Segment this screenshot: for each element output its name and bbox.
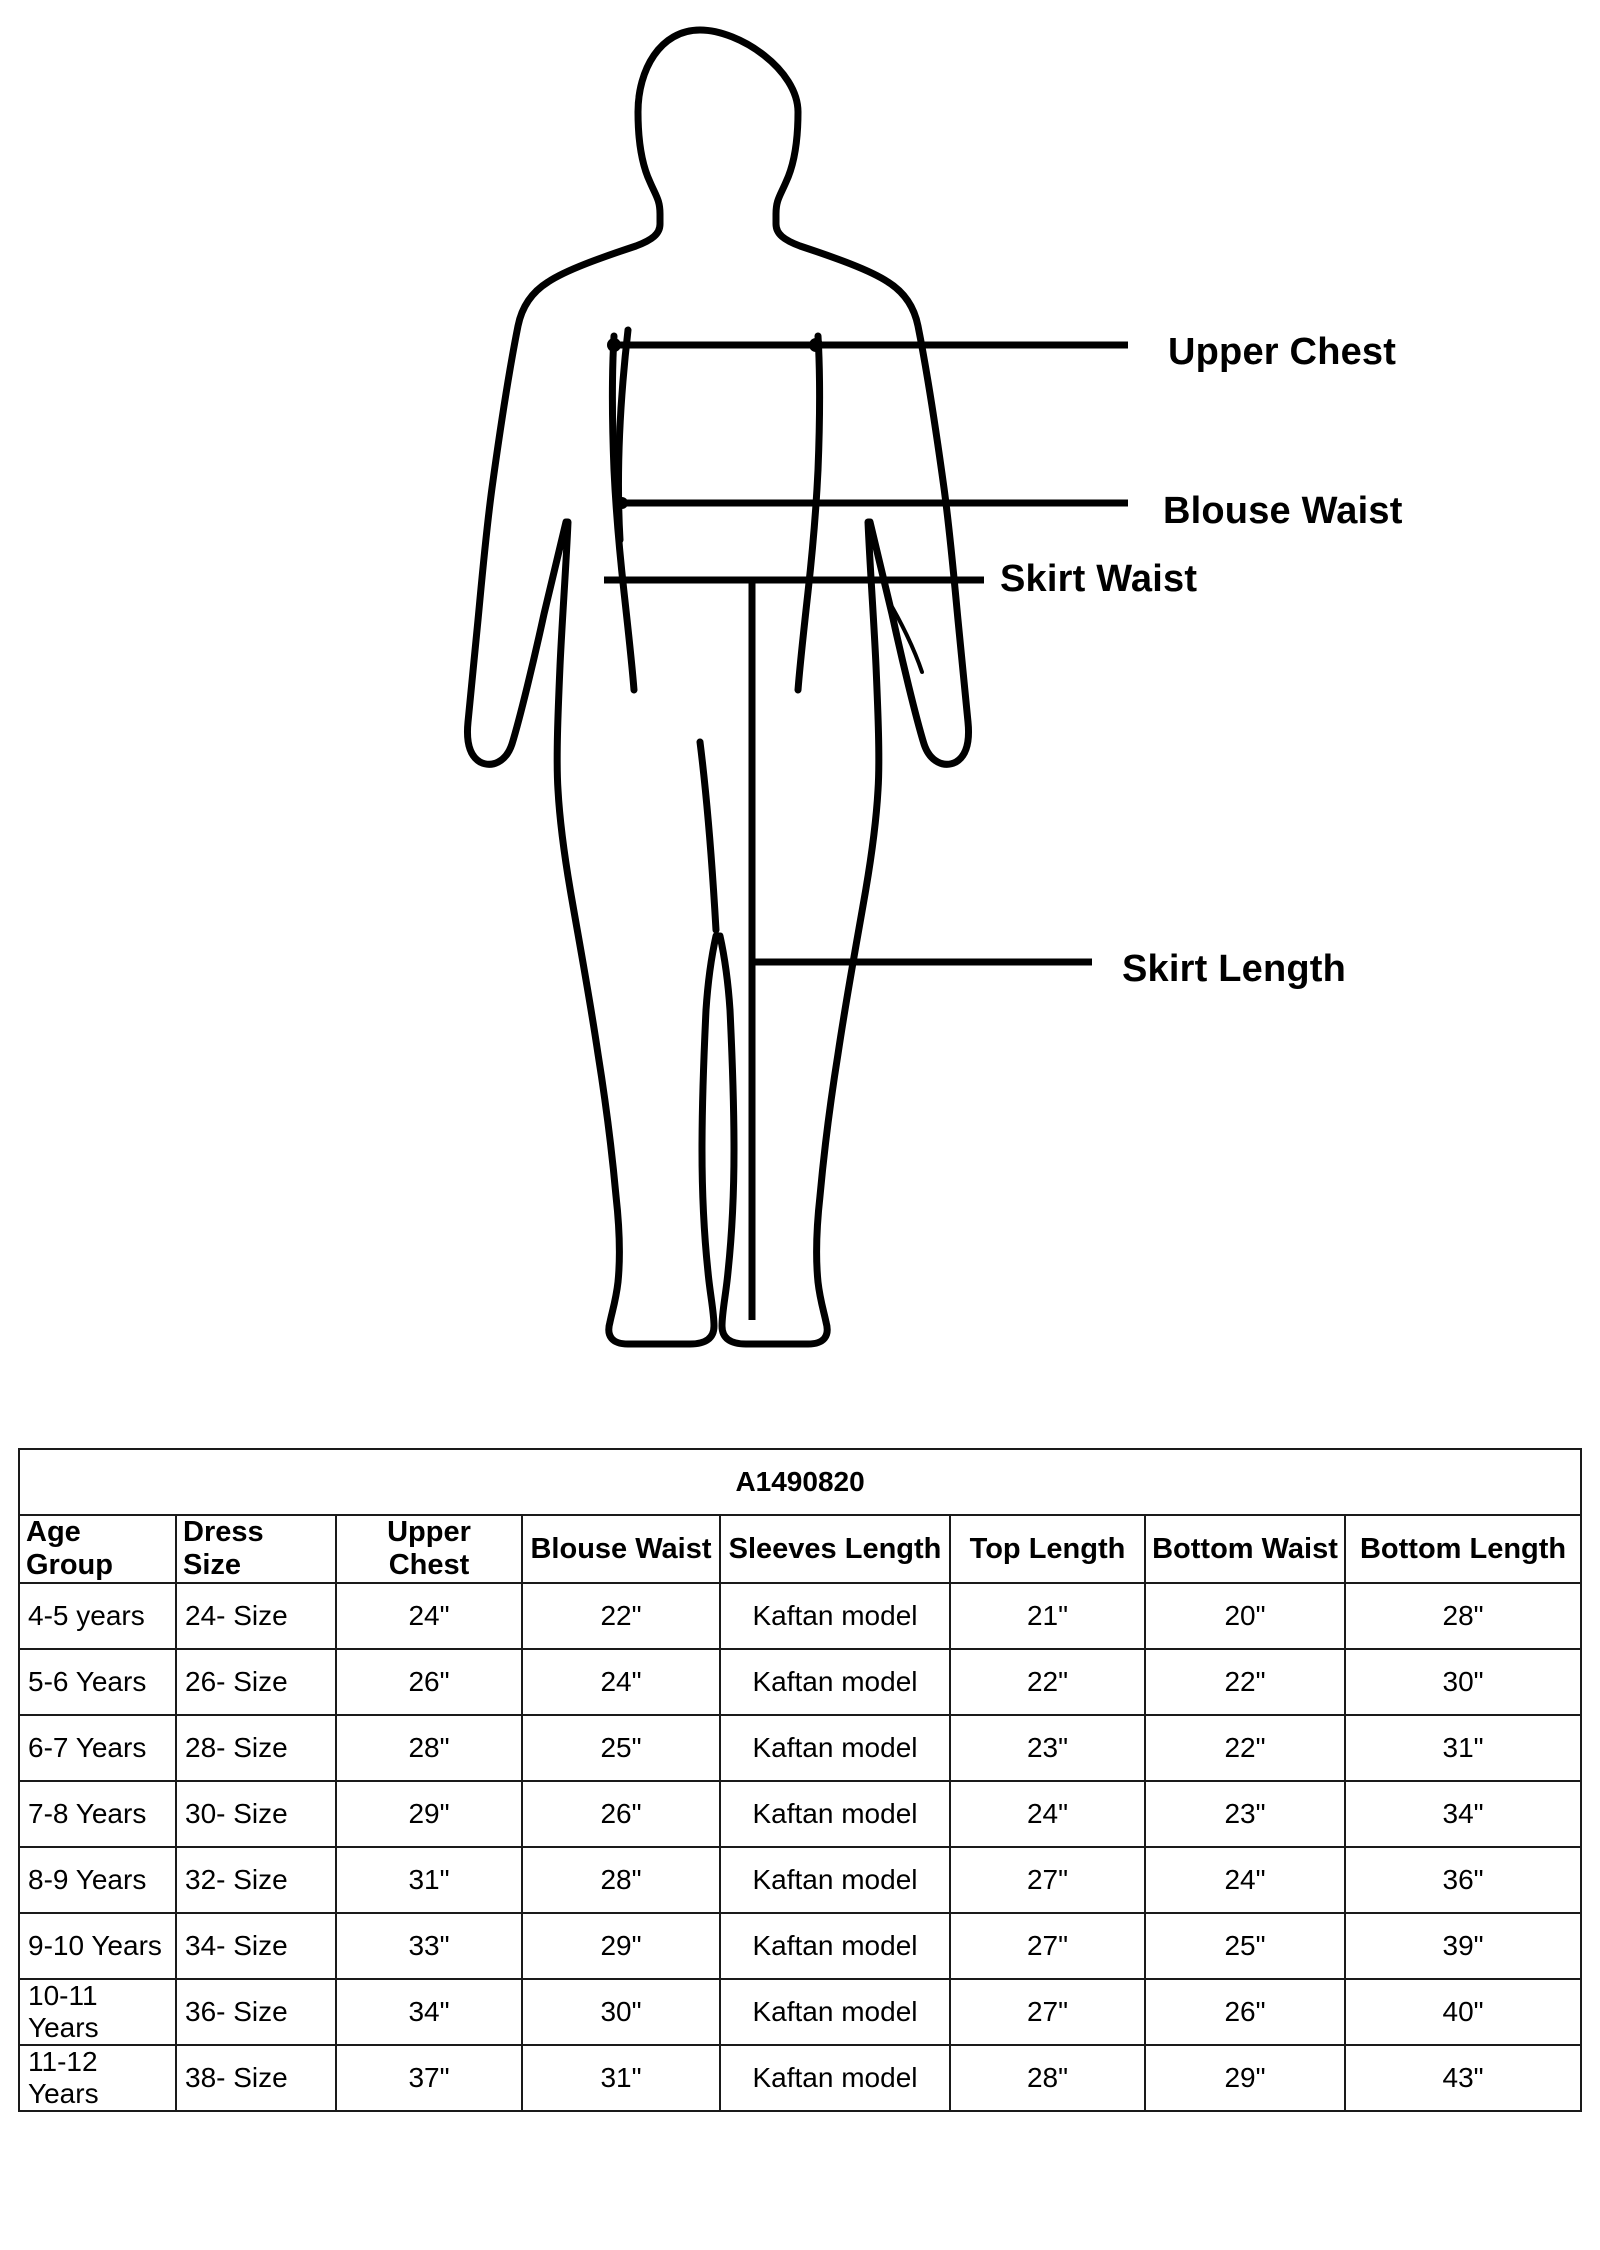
table-row [19, 2045, 1581, 2111]
cell-age-group: 8-9 Years [19, 1847, 176, 1913]
cell-age-group: 6-7 Years [19, 1715, 176, 1781]
column-header-sleeves-length: Sleeves Length [720, 1515, 950, 1583]
cell-upper-chest: 37" [336, 2045, 522, 2111]
cell-top-length: 21" [950, 1583, 1145, 1649]
cell-bottom-length: 28" [1345, 1583, 1581, 1649]
cell-blouse-waist: 28" [522, 1847, 720, 1913]
table-row [19, 1847, 1581, 1913]
cell-dress-size: 38- Size [176, 2045, 336, 2111]
cell-upper-chest: 29" [336, 1781, 522, 1847]
cell-top-length: 27" [950, 1847, 1145, 1913]
cell-bottom-length: 39" [1345, 1913, 1581, 1979]
table-row [19, 1979, 1581, 2045]
table-header-row [19, 1515, 1581, 1583]
cell-blouse-waist: 24" [522, 1649, 720, 1715]
table-title-row [19, 1449, 1581, 1515]
cell-bottom-waist: 22" [1145, 1715, 1345, 1781]
cell-top-length: 27" [950, 1979, 1145, 2045]
cell-bottom-waist: 24" [1145, 1847, 1345, 1913]
cell-dress-size: 30- Size [176, 1781, 336, 1847]
table-row [19, 1781, 1581, 1847]
cell-top-length: 23" [950, 1715, 1145, 1781]
column-header-blouse-waist: Blouse Waist [522, 1515, 720, 1583]
cell-top-length: 22" [950, 1649, 1145, 1715]
cell-sleeves-length: Kaftan model [720, 1715, 950, 1781]
cell-dress-size: 24- Size [176, 1583, 336, 1649]
cell-age-group: 7-8 Years [19, 1781, 176, 1847]
cell-bottom-waist: 25" [1145, 1913, 1345, 1979]
cell-blouse-waist: 31" [522, 2045, 720, 2111]
cell-sleeves-length: Kaftan model [720, 1913, 950, 1979]
cell-bottom-length: 43" [1345, 2045, 1581, 2111]
column-header-bottom-waist: Bottom Waist [1145, 1515, 1345, 1583]
cell-blouse-waist: 29" [522, 1913, 720, 1979]
cell-bottom-length: 34" [1345, 1781, 1581, 1847]
cell-upper-chest: 26" [336, 1649, 522, 1715]
cell-dress-size: 34- Size [176, 1913, 336, 1979]
cell-dress-size: 28- Size [176, 1715, 336, 1781]
column-header-age-group: Age Group [19, 1515, 176, 1583]
cell-upper-chest: 24" [336, 1583, 522, 1649]
table-row [19, 1715, 1581, 1781]
table-row [19, 1913, 1581, 1979]
cell-blouse-waist: 26" [522, 1781, 720, 1847]
cell-age-group: 9-10 Years [19, 1913, 176, 1979]
cell-bottom-waist: 23" [1145, 1781, 1345, 1847]
cell-top-length: 24" [950, 1781, 1145, 1847]
cell-bottom-waist: 26" [1145, 1979, 1345, 2045]
label-upper-chest: Upper Chest [1168, 331, 1397, 373]
measurement-endpoints [607, 338, 823, 509]
size-chart-table-wrapper [18, 1448, 1580, 2112]
cell-top-length: 28" [950, 2045, 1145, 2111]
cell-bottom-length: 36" [1345, 1847, 1581, 1913]
table-row [19, 1649, 1581, 1715]
cell-top-length: 27" [950, 1913, 1145, 1979]
human-figure-outline [468, 30, 969, 1344]
cell-dress-size: 26- Size [176, 1649, 336, 1715]
cell-bottom-waist: 20" [1145, 1583, 1345, 1649]
label-blouse-waist: Blouse Waist [1163, 490, 1403, 532]
cell-age-group: 11-12 Years [19, 2045, 176, 2111]
label-skirt-length: Skirt Length [1122, 948, 1347, 990]
cell-upper-chest: 28" [336, 1715, 522, 1781]
size-chart-table [18, 1448, 1582, 2112]
measurement-lines [604, 345, 1128, 1320]
table-row [19, 1583, 1581, 1649]
cell-bottom-waist: 29" [1145, 2045, 1345, 2111]
cell-age-group: 5-6 Years [19, 1649, 176, 1715]
cell-sleeves-length: Kaftan model [720, 1979, 950, 2045]
cell-dress-size: 32- Size [176, 1847, 336, 1913]
cell-sleeves-length: Kaftan model [720, 1847, 950, 1913]
cell-bottom-length: 40" [1345, 1979, 1581, 2045]
cell-upper-chest: 33" [336, 1913, 522, 1979]
cell-upper-chest: 34" [336, 1979, 522, 2045]
column-header-top-length: Top Length [950, 1515, 1145, 1583]
cell-sleeves-length: Kaftan model [720, 1649, 950, 1715]
cell-sleeves-length: Kaftan model [720, 1781, 950, 1847]
cell-bottom-length: 31" [1345, 1715, 1581, 1781]
cell-blouse-waist: 25" [522, 1715, 720, 1781]
cell-sleeves-length: Kaftan model [720, 1583, 950, 1649]
cell-bottom-length: 30" [1345, 1649, 1581, 1715]
cell-blouse-waist: 22" [522, 1583, 720, 1649]
cell-age-group: 4-5 years [19, 1583, 176, 1649]
cell-bottom-waist: 22" [1145, 1649, 1345, 1715]
label-skirt-waist: Skirt Waist [1000, 558, 1198, 600]
cell-age-group: 10-11 Years [19, 1979, 176, 2045]
column-header-bottom-length: Bottom Length [1345, 1515, 1581, 1583]
cell-dress-size: 36- Size [176, 1979, 336, 2045]
column-header-upper-chest: Upper Chest [336, 1515, 522, 1583]
cell-blouse-waist: 30" [522, 1979, 720, 2045]
column-header-dress-size: Dress Size [176, 1515, 336, 1583]
cell-sleeves-length: Kaftan model [720, 2045, 950, 2111]
cell-upper-chest: 31" [336, 1847, 522, 1913]
table-title: A1490820 [19, 1449, 1581, 1515]
